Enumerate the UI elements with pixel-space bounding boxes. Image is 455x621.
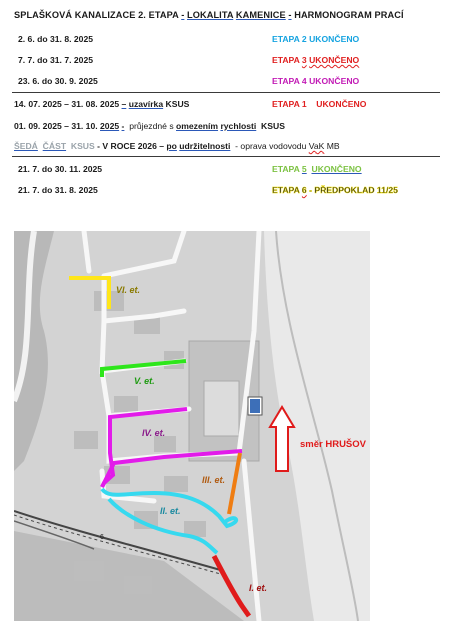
label-stage-6: VI. et. bbox=[116, 285, 141, 295]
title-locality-name: KAMENICE bbox=[235, 10, 286, 20]
title-dash: - bbox=[181, 10, 185, 20]
status-stage: ETAPA 1 bbox=[272, 99, 307, 109]
document-title bbox=[14, 10, 404, 20]
row-dates bbox=[14, 99, 189, 109]
label-stage-3: III. et. bbox=[202, 475, 226, 485]
row-dates: 23. 6. do 30. 9. 2025 bbox=[18, 76, 98, 86]
divider-line bbox=[12, 156, 440, 157]
row4-closure-object: KSUS bbox=[165, 99, 190, 109]
row-dates: 2. 6. do 31. 8. 2025 bbox=[18, 34, 94, 44]
row5-text: průjezdné s bbox=[129, 121, 174, 131]
divider-line bbox=[12, 92, 440, 93]
schedule-row bbox=[14, 55, 444, 69]
row6-text: udržitelnosti bbox=[179, 141, 231, 151]
row6-text: - V ROCE 2026 – bbox=[97, 141, 165, 151]
label-stage-2: II. et. bbox=[160, 506, 181, 516]
status-text: UKONČENO bbox=[311, 164, 362, 174]
schedule-row bbox=[14, 164, 444, 178]
row-dates: 7. 7. do 31. 7. 2025 bbox=[18, 55, 94, 65]
row6-text: po bbox=[166, 141, 177, 151]
status-number: 6 bbox=[301, 185, 307, 195]
row6-text: VaK bbox=[308, 141, 325, 151]
site-map-svg bbox=[14, 231, 370, 621]
row5-speed: rychlosti bbox=[220, 121, 257, 131]
row-dates: 21. 7. do 31. 8. 2025 bbox=[18, 185, 98, 195]
schedule-row bbox=[14, 121, 444, 135]
house bbox=[124, 576, 152, 594]
row6-gray-part: ČÁST bbox=[42, 141, 67, 151]
house bbox=[74, 561, 104, 581]
schedule-row bbox=[14, 76, 444, 90]
parking-sign-icon bbox=[250, 399, 260, 413]
status-stage: ETAPA bbox=[272, 164, 300, 174]
schedule-row bbox=[14, 141, 444, 155]
row6-gray-part: KSUS bbox=[70, 141, 95, 151]
row6-gray-part: ŠEDÁ bbox=[14, 141, 38, 151]
status-stage: ETAPA bbox=[272, 55, 300, 65]
row6-text: - oprava vodovodu bbox=[235, 141, 307, 151]
row5-restriction: omezením bbox=[176, 121, 219, 131]
status-number: 3 bbox=[301, 55, 307, 65]
row-status: ETAPA 2 UKONČENO bbox=[272, 34, 360, 44]
title-prefix: SPLAŠKOVÁ KANALIZACE 2. ETAPA bbox=[14, 10, 179, 20]
row4-closure: uzavírka bbox=[128, 99, 164, 109]
title-suffix: HARMONOGRAM PRACÍ bbox=[294, 10, 404, 20]
direction-label: směr HRUŠOV bbox=[300, 439, 366, 450]
schedule-row bbox=[14, 34, 444, 48]
status-number: 5 bbox=[301, 164, 307, 174]
house bbox=[114, 396, 138, 412]
status-text: PŘEDPOKLAD 11/25 bbox=[314, 185, 398, 195]
row4-dash: – bbox=[121, 99, 127, 109]
row4-dates: 14. 07. 2025 – 31. 08. 2025 bbox=[14, 99, 120, 109]
label-stage-5: V. et. bbox=[134, 376, 155, 386]
row5-year: 2025 bbox=[100, 121, 120, 131]
row6-text: MB bbox=[326, 141, 340, 151]
row5-owner: KSUS bbox=[261, 121, 285, 131]
road-number-label: 6 bbox=[100, 534, 104, 541]
row-status bbox=[272, 55, 359, 65]
row-status: ETAPA 4 UKONČENO bbox=[272, 76, 360, 86]
house bbox=[164, 476, 188, 492]
title-dash: - bbox=[288, 10, 292, 20]
site-map bbox=[14, 231, 370, 621]
row-status bbox=[272, 164, 362, 174]
row-status bbox=[272, 185, 398, 195]
house bbox=[74, 431, 98, 449]
row5-dates: 01. 09. 2025 – 31. 10. bbox=[14, 121, 98, 131]
row-status bbox=[272, 99, 366, 109]
schedule-row bbox=[14, 99, 444, 113]
status-text: UKONČENO bbox=[316, 99, 367, 109]
label-stage-1: I. et. bbox=[249, 583, 268, 593]
title-locality-label: LOKALITA bbox=[187, 10, 234, 20]
row-dates bbox=[14, 121, 285, 131]
status-dash: - bbox=[309, 185, 312, 195]
house bbox=[154, 436, 176, 452]
status-stage: ETAPA bbox=[272, 185, 300, 195]
row5-dash: - bbox=[121, 121, 125, 131]
row-note bbox=[14, 141, 340, 151]
label-stage-4: IV. et. bbox=[142, 428, 166, 438]
schedule-row bbox=[14, 185, 444, 199]
building-block bbox=[204, 381, 239, 436]
status-text: UKONČENO bbox=[309, 55, 360, 65]
row-dates: 21. 7. do 30. 11. 2025 bbox=[18, 164, 103, 174]
